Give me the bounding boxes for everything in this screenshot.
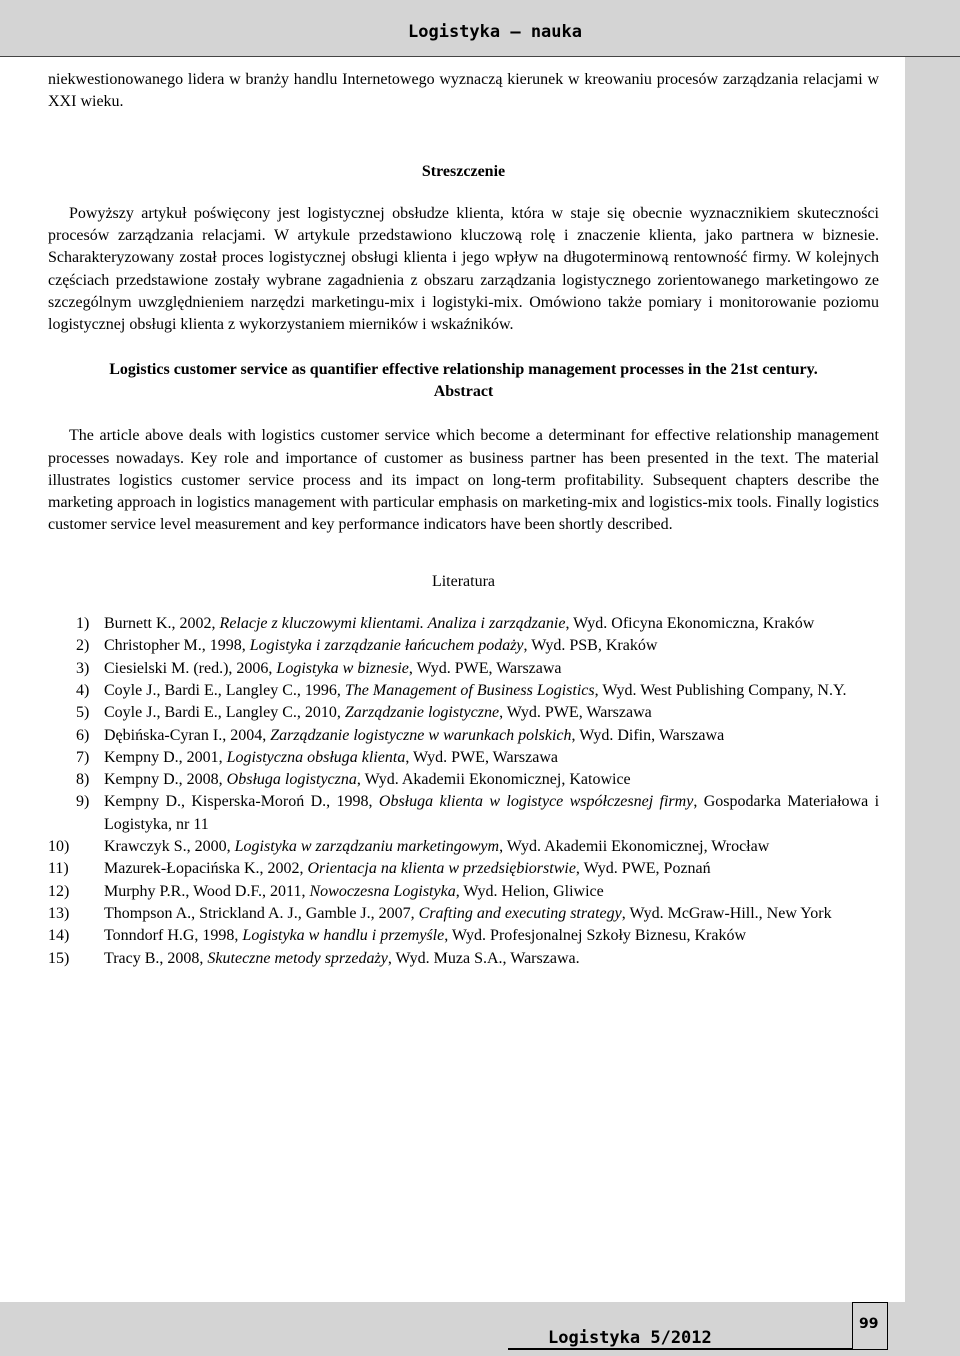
- bibliography-item-authors: Kempny D., 2001,: [104, 748, 227, 766]
- bibliography-item-title: Nowoczesna Logistyka: [309, 882, 456, 900]
- bibliography-item: [48, 925, 879, 947]
- bibliography-item-title: Obsługa logistyczna: [226, 771, 357, 789]
- header-bar: [0, 0, 960, 57]
- bibliography-item-number: 11): [48, 860, 69, 878]
- bibliography-item: [48, 791, 879, 836]
- bibliography-item-publisher: , Wyd. Difin, Warszawa: [571, 726, 725, 744]
- bibliography-item: [48, 658, 879, 680]
- bibliography-item-publisher: , Wyd. PWE, Poznań: [575, 860, 711, 878]
- streszczenie-body: Powyższy artykuł poświęcony jest logistycznej obsłudze klienta, która w staje się obecnie wyznacznikiem skuteczności procesów zarządzania relacjami. W artykule przedstawiono kluczową rolę i znaczenie klienta, jako partnera w biznesie. Scharakteryzowany został proces logistycznej obsługi klienta i jego wpływ na długoterminową rentowność firmy. W kolejnych częściach przedstawione zostały wybrane zagadnienia z obszaru zarządzania logistycznego zorientowanego marketingowo ze szczególnym uwzględnieniem narzędzi marketingu-mix i logistyki-mix. Omówiono także pomiary i monitorowanie poziomu logistycznej obsługi klienta z wykorzystaniem mierników i wskaźników.: [48, 204, 879, 334]
- bibliography-item-publisher: , Wyd. McGraw-Hill., New York: [621, 904, 832, 922]
- bibliography-item-number: 10): [48, 838, 70, 856]
- bibliography-item-number: 1): [76, 615, 90, 633]
- bibliography-item-publisher: , Wyd. West Publishing Company, N.Y.: [594, 681, 847, 699]
- bibliography-item: [48, 747, 879, 769]
- bibliography-item-title: Zarządzanie logistyczne: [344, 704, 500, 722]
- bibliography-item-title: Obsługa klienta w logistyce współczesnej firmy: [378, 793, 694, 811]
- bibliography-item: [48, 702, 879, 724]
- abstract-title: Abstract: [433, 382, 494, 400]
- bibliography-item-number: 13): [48, 904, 70, 922]
- bibliography-item-title: Logistyka i zarządzanie łańcuchem podaży: [249, 637, 524, 655]
- bibliography-item-publisher: , Wyd. PWE, Warszawa: [499, 704, 652, 722]
- bibliography-item-publisher: , Gospodarka Materiałowa i Logistyka, nr 11: [104, 793, 880, 833]
- bibliography-item: [48, 769, 879, 791]
- bibliography-item-title: Logistyka w handlu i przemyśle: [242, 927, 445, 945]
- page-number: 99: [859, 1316, 879, 1332]
- bibliography-item-title: Skuteczne metody sprzedaży: [207, 949, 388, 967]
- bibliography-item-number: 14): [48, 927, 70, 945]
- bibliography-item-authors: Tonndorf H.G, 1998,: [104, 927, 243, 945]
- bibliography-item: [48, 858, 879, 880]
- bibliography-item-publisher: , Wyd. PWE, Warszawa: [405, 748, 558, 766]
- bibliography-item-number: 8): [76, 771, 90, 789]
- bibliography-item-title: Logistyczna obsługa klienta: [226, 748, 406, 766]
- footer-rule: [508, 1348, 852, 1350]
- bibliography-item-number: 2): [76, 637, 90, 655]
- bibliography-item-authors: Thompson A., Strickland A. J., Gamble J., 2007,: [104, 904, 419, 922]
- page-content: [0, 57, 905, 1302]
- bibliography-item-authors: Mazurek-Łopacińska K., 2002,: [104, 860, 308, 878]
- bibliography-item: [48, 635, 879, 657]
- bibliography-item-title: Relacje z kluczowymi klientami. Analiza i zarządzanie: [219, 615, 566, 633]
- bibliography-item-title: Logistyka w zarządzaniu marketingowym: [234, 838, 500, 856]
- bibliography-item-title: Zarządzanie logistyczne w warunkach polskich: [270, 726, 572, 744]
- bibliography-item-authors: Murphy P.R., Wood D.F., 2011,: [104, 882, 310, 900]
- english-title: Logistics customer service as quantifier effective relationship management processes in the 21st century.: [109, 360, 818, 378]
- bibliography-item-number: 4): [76, 681, 90, 699]
- bibliography-item: [48, 881, 879, 903]
- literatura-title: Literatura: [431, 572, 496, 590]
- intro-paragraph: niekwestionowanego lidera w branży handlu Internetowego wyznaczą kierunek w kreowaniu procesów zarządzania relacjami w XXI wieku.: [48, 71, 879, 111]
- bibliography-item-number: 15): [48, 949, 70, 967]
- article-body: [48, 67, 879, 970]
- bibliography-item-authors: Tracy B., 2008,: [104, 949, 208, 967]
- bibliography-item: [48, 903, 879, 925]
- bibliography-item-number: 5): [76, 704, 90, 722]
- bibliography-item-publisher: , Wyd. PWE, Warszawa: [408, 659, 562, 677]
- bibliography-item-authors: Burnett K., 2002,: [104, 615, 220, 633]
- bibliography-item-publisher: , Wyd. Helion, Gliwice: [455, 882, 604, 900]
- bibliography-item-title: The Management of Business Logistics: [344, 681, 595, 699]
- bibliography-list: [48, 613, 879, 970]
- bibliography-item-publisher: , Wyd. Oficyna Ekonomiczna, Kraków: [565, 615, 815, 633]
- bibliography-item-title: Logistyka w biznesie: [276, 659, 409, 677]
- bibliography-item-publisher: , Wyd. Muza S.A., Warszawa.: [387, 949, 580, 967]
- bibliography-item: [48, 613, 879, 635]
- bibliography-item: [48, 836, 879, 858]
- bibliography-item-title: Crafting and executing strategy: [418, 904, 622, 922]
- journal-section-title: Logistyka – nauka: [408, 22, 582, 42]
- bibliography-item: [48, 948, 879, 970]
- bibliography-item-publisher: , Wyd. Akademii Ekonomicznej, Katowice: [356, 771, 631, 789]
- bibliography-item: [48, 725, 879, 747]
- bibliography-item-publisher: , Wyd. PSB, Kraków: [523, 637, 658, 655]
- bibliography-item-authors: Kempny D., 2008,: [104, 771, 227, 789]
- bibliography-item-authors: Ciesielski M. (red.), 2006,: [104, 659, 277, 677]
- bibliography-item-authors: Coyle J., Bardi E., Langley C., 1996,: [104, 681, 345, 699]
- bibliography-item-publisher: , Wyd. Akademii Ekonomicznej, Wrocław: [499, 838, 770, 856]
- bibliography-item-number: 9): [76, 793, 90, 811]
- bibliography-item-authors: Coyle J., Bardi E., Langley C., 2010,: [104, 704, 345, 722]
- bibliography-item-number: 3): [76, 659, 90, 677]
- bibliography-item-authors: Kempny D., Kisperska-Moroń D., 1998,: [104, 793, 379, 811]
- bibliography-item-title: Orientacja na klienta w przedsiębiorstwie: [307, 860, 576, 878]
- bibliography-item-authors: Krawczyk S., 2000,: [104, 838, 235, 856]
- bibliography-item-authors: Christopher M., 1998,: [104, 637, 250, 655]
- bibliography-item-number: 12): [48, 882, 70, 900]
- bibliography-item-number: 6): [76, 726, 90, 744]
- bibliography-item-authors: Dębińska-Cyran I., 2004,: [104, 726, 271, 744]
- footer-journal-title: Logistyka 5/2012: [548, 1328, 712, 1348]
- bibliography-item-publisher: , Wyd. Profesjonalnej Szkoły Biznesu, Kraków: [444, 927, 746, 945]
- streszczenie-title: Streszczenie: [421, 162, 506, 180]
- bibliography-item-number: 7): [76, 748, 90, 766]
- bibliography-item: [48, 680, 879, 702]
- abstract-body: The article above deals with logistics customer service which become a determinant for effective relationship management processes nowadays. Key role and importance of customer as business partner has been presented in the text. The material illustrates logistics customer service process and its impact on long-term profitability. Subsequent chapters describe the marketing approach in logistics management with particular emphasis on marketing-mix and logistics-mix tools. Finally logistics customer service level measurement and key performance indicators have been shortly described.: [48, 427, 879, 534]
